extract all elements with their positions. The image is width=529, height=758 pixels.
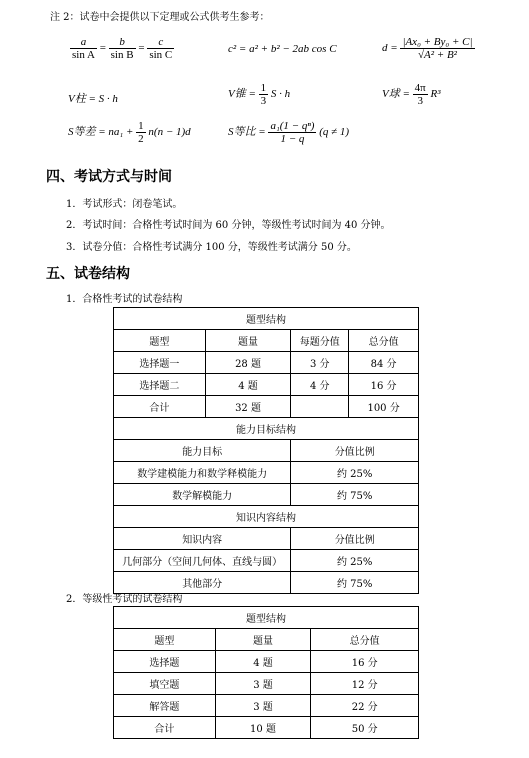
table-row	[114, 396, 419, 418]
table-cell: 3 分	[291, 352, 349, 374]
table-cell: 填空题	[114, 673, 216, 695]
graded-exam-structure-table	[113, 606, 419, 739]
table-row	[114, 352, 419, 374]
table-cell: 16 分	[349, 374, 419, 396]
table-cell: 数学解模能力	[114, 484, 291, 506]
prism-volume-formula: V柱 = S · h	[68, 93, 118, 105]
table-cell: 约 25%	[291, 550, 419, 572]
table-row	[114, 550, 419, 572]
table-row	[114, 374, 419, 396]
table-cell: 4 题	[215, 651, 311, 673]
table-cell: 选择题一	[114, 352, 206, 374]
column-header: 总分值	[349, 330, 419, 352]
table-cell: 合计	[114, 717, 216, 739]
subsection-1-title: 1．合格性考试的试卷结构	[66, 294, 183, 305]
table-cell: 3 题	[215, 695, 311, 717]
table-cell	[291, 396, 349, 418]
table-cell: 50 分	[311, 717, 419, 739]
formula-note: 注 2：试卷中会提供以下定理或公式供考生参考：	[50, 12, 270, 23]
subsection-2-title: 2．等级性考试的试卷结构	[66, 594, 183, 605]
table-cell: 100 分	[349, 396, 419, 418]
table-cell: 解答题	[114, 695, 216, 717]
arithmetic-sum-formula: S等差 = na₁ + $\frac{1}{2}$ n(n − 1)d	[68, 120, 191, 145]
sine-law-formula: $\frac{a}{\text{sin A}}$ = $\frac{b}{\text{sin B}}$ = $\frac{c}{\text{sin C}}$	[72, 36, 173, 61]
section-4-item: 2．考试时间：合格性考试时间为 60 分钟，等级性考试时间为 40 分钟。	[66, 220, 391, 231]
column-header: 题量	[215, 629, 311, 651]
table-cell: 约 75%	[291, 484, 419, 506]
table-cell: 合计	[114, 396, 206, 418]
qualification-exam-structure-table	[113, 307, 419, 594]
column-header: 总分值	[311, 629, 419, 651]
section-4-item: 3．试卷分值：合格性考试满分 100 分，等级性考试满分 50 分。	[66, 242, 357, 253]
column-header: 分值比例	[291, 528, 419, 550]
table-cell: 其他部分	[114, 572, 291, 594]
column-header: 能力目标	[114, 440, 291, 462]
column-header: 题量	[205, 330, 291, 352]
column-header: 分值比例	[291, 440, 419, 462]
table-cell: 12 分	[311, 673, 419, 695]
table-cell: 10 题	[215, 717, 311, 739]
table-cell: 3 题	[215, 673, 311, 695]
sphere-volume-formula: V球 = $\frac{4\pi}{3}$ R³	[382, 82, 441, 107]
table-cell: 约 75%	[291, 572, 419, 594]
table-cell: 约 25%	[291, 462, 419, 484]
distance-formula: d = $\frac{\text{|Ax₀ + By₀ + C|}}{\text{√A² + B²}}$	[382, 36, 473, 61]
table-row	[114, 651, 419, 673]
column-header: 题型	[114, 629, 216, 651]
table-row	[114, 695, 419, 717]
table-header: 能力目标结构	[114, 418, 419, 440]
cosine-law-formula: c² = a² + b² − 2ab cos C	[228, 43, 337, 55]
section-4-title: 四、考试方式与时间	[46, 169, 172, 185]
table-cell: 22 分	[311, 695, 419, 717]
table-row	[114, 673, 419, 695]
table-cell: 4 题	[205, 374, 291, 396]
table-header: 题型结构	[114, 308, 419, 330]
table-row	[114, 484, 419, 506]
geometric-sum-formula: S等比 = $\frac{\text{a₁(1 − qⁿ)}}{1 - q}$ (q ≠ 1)	[228, 120, 350, 145]
table-row	[114, 717, 419, 739]
table-cell: 16 分	[311, 651, 419, 673]
table-header: 知识内容结构	[114, 506, 419, 528]
column-header: 知识内容	[114, 528, 291, 550]
table-cell: 28 题	[205, 352, 291, 374]
cone-volume-formula: V锥 = $\frac{1}{3}$ S · h	[228, 82, 291, 107]
table-cell: 选择题二	[114, 374, 206, 396]
section-4-item: 1．考试形式：闭卷笔试。	[66, 199, 183, 210]
table-header: 题型结构	[114, 607, 419, 629]
table-cell: 几何部分（空间几何体、直线与圆）	[114, 550, 291, 572]
table-cell: 数学建模能力和数学释模能力	[114, 462, 291, 484]
table-cell: 选择题	[114, 651, 216, 673]
section-5-title: 五、试卷结构	[46, 266, 130, 282]
table-cell: 84 分	[349, 352, 419, 374]
table-cell: 4 分	[291, 374, 349, 396]
table-row	[114, 462, 419, 484]
column-header: 题型	[114, 330, 206, 352]
column-header: 每题分值	[291, 330, 349, 352]
table-cell: 32 题	[205, 396, 291, 418]
